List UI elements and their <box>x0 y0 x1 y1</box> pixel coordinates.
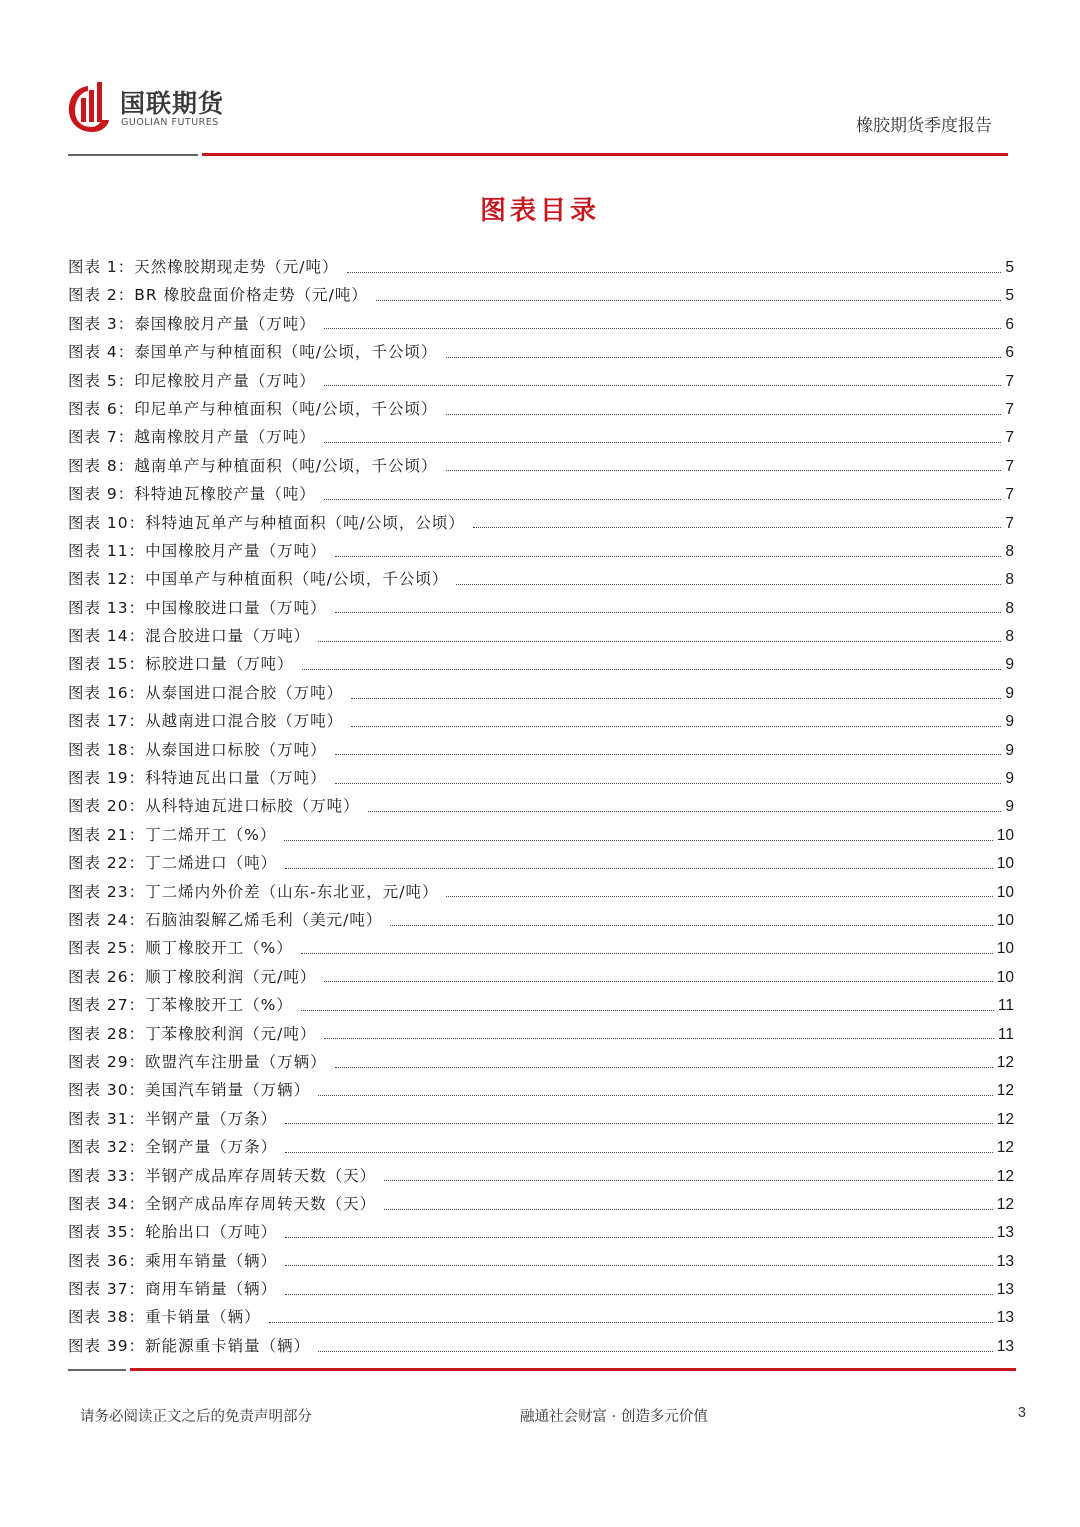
toc-entry[interactable] <box>68 1133 1014 1161</box>
toc-entry-page: 10 <box>996 911 1014 929</box>
toc-entry-page: 6 <box>1005 315 1014 333</box>
toc-entry-label: 图表 19：科特迪瓦出口量（万吨） <box>68 769 327 788</box>
toc-entry[interactable] <box>68 537 1014 565</box>
toc-entry[interactable] <box>68 991 1014 1019</box>
toc-entry-label: 图表 32：全钢产量（万条） <box>68 1138 278 1157</box>
toc-entry-label: 图表 17：从越南进口混合胶（万吨） <box>68 712 344 731</box>
toc-entry-label: 图表 10：科特迪瓦单产与种植面积（吨/公顷，公顷） <box>68 513 465 532</box>
toc-entry-page: 12 <box>996 1082 1014 1100</box>
toc-entry-page: 9 <box>1005 798 1014 816</box>
toc-dot-leader <box>318 1351 993 1352</box>
toc-dot-leader <box>384 1209 993 1210</box>
toc-entry-page: 12 <box>996 1167 1014 1185</box>
toc-entry[interactable] <box>68 565 1014 593</box>
toc-entry-page: 8 <box>1005 571 1014 589</box>
toc-entry[interactable] <box>68 1218 1014 1246</box>
toc-entry-label: 图表 2：BR 橡胶盘面价格走势（元/吨） <box>68 286 368 305</box>
toc-dot-leader <box>324 328 1002 329</box>
toc-entry-page: 5 <box>1005 287 1014 305</box>
toc-dot-leader <box>335 612 1002 613</box>
toc-dot-leader <box>347 272 1002 273</box>
toc-entry-label: 图表 25：顺丁橡胶开工（%） <box>68 939 293 958</box>
toc-entry[interactable] <box>68 764 1014 792</box>
toc-entry-page: 10 <box>996 855 1014 873</box>
toc-entry-page: 11 <box>997 1025 1014 1043</box>
toc-dot-leader <box>269 1322 993 1323</box>
toc-entry-label: 图表 36：乘用车销量（辆） <box>68 1251 278 1270</box>
toc-entry[interactable] <box>68 253 1014 281</box>
toc-entry-page: 13 <box>996 1337 1014 1355</box>
toc-entry[interactable] <box>68 1105 1014 1133</box>
toc-entry[interactable] <box>68 679 1014 707</box>
page-number: 3 <box>1017 1405 1026 1421</box>
toc-entry-label: 图表 35：轮胎出口（万吨） <box>68 1223 278 1242</box>
toc-dot-leader <box>302 669 1002 670</box>
toc-entry[interactable] <box>68 906 1014 934</box>
toc-entry[interactable] <box>68 480 1014 508</box>
toc-entry-page: 9 <box>1005 713 1014 731</box>
toc-entry[interactable] <box>68 1190 1014 1218</box>
toc-entry-label: 图表 14：混合胶进口量（万吨） <box>68 627 311 646</box>
toc-entry[interactable] <box>68 849 1014 877</box>
toc-entry-label: 图表 9：科特迪瓦橡胶产量（吨） <box>68 485 316 504</box>
toc-entry[interactable] <box>68 878 1014 906</box>
toc-dot-leader <box>335 783 1002 784</box>
report-title: 橡胶期货季度报告 <box>856 116 992 136</box>
toc-entry[interactable] <box>68 934 1014 962</box>
footer-disclaimer: 请务必阅读正文之后的免责声明部分 <box>80 1409 312 1425</box>
toc-entry-page: 9 <box>1005 770 1014 788</box>
toc-entry[interactable] <box>68 622 1014 650</box>
toc-dot-leader <box>390 925 992 926</box>
toc-entry-page: 5 <box>1005 259 1014 276</box>
toc-entry-label: 图表 30：美国汽车销量（万辆） <box>68 1081 311 1100</box>
toc-entry-page: 10 <box>996 968 1014 986</box>
footer-divider <box>68 1368 1016 1372</box>
toc-entry-label: 图表 23：丁二烯内外价差（山东-东北亚，元/吨） <box>68 882 439 901</box>
toc-entry-label: 图表 27：丁苯橡胶开工（%） <box>68 996 293 1015</box>
toc-entry[interactable] <box>68 1076 1014 1104</box>
toc-entry-page: 13 <box>996 1309 1014 1327</box>
toc-dot-leader <box>285 1294 993 1295</box>
guolian-logo-icon <box>66 80 110 134</box>
toc-entry-page: 8 <box>1005 628 1014 646</box>
toc-entry[interactable] <box>68 1303 1014 1331</box>
toc-entry[interactable] <box>68 423 1014 451</box>
toc-dot-leader <box>446 470 1002 471</box>
toc-entry-page: 7 <box>1005 514 1014 532</box>
toc-entry[interactable] <box>68 395 1014 423</box>
toc-dot-leader <box>318 641 1001 642</box>
toc-entry-page: 13 <box>996 1224 1014 1242</box>
toc-entry-label: 图表 3：泰国橡胶月产量（万吨） <box>68 314 316 333</box>
toc-entry[interactable] <box>68 821 1014 849</box>
toc-entry-page: 10 <box>996 940 1014 958</box>
toc-entry[interactable] <box>68 1020 1014 1048</box>
toc-entry-page: 12 <box>996 1053 1014 1071</box>
toc-entry[interactable] <box>68 452 1014 480</box>
toc-entry-page: 7 <box>1005 429 1014 447</box>
toc-title: 图表目录 <box>479 196 600 226</box>
toc-dot-leader <box>285 1123 993 1124</box>
toc-dot-leader <box>384 1180 993 1181</box>
toc-dot-leader <box>285 1152 993 1153</box>
toc-entry-page: 12 <box>996 1110 1014 1128</box>
toc-dot-leader <box>446 357 1002 358</box>
toc-entry-label: 图表 38：重卡销量（辆） <box>68 1308 261 1327</box>
toc-entry-page: 12 <box>996 1195 1014 1213</box>
toc-entry-label: 图表 21：丁二烯开工（%） <box>68 825 277 844</box>
toc-entry[interactable] <box>68 963 1014 991</box>
toc-entry[interactable] <box>68 509 1014 537</box>
header-divider <box>68 153 1008 157</box>
toc-entry-page: 13 <box>996 1252 1014 1270</box>
toc-entry[interactable] <box>68 1332 1014 1360</box>
logo-chinese-name: 国联期货 <box>120 89 225 118</box>
toc-entry-label: 图表 22：丁二烯进口（吨） <box>68 854 278 873</box>
toc-entry-label: 图表 39：新能源重卡销量（辆） <box>68 1336 311 1355</box>
toc-dot-leader <box>324 499 1002 500</box>
toc-entry-label: 图表 7：越南橡胶月产量（万吨） <box>68 428 316 447</box>
toc-entry-label: 图表 34：全钢产成品库存周转天数（天） <box>68 1194 377 1213</box>
logo-english-name: GUOLIAN FUTURES <box>121 117 219 128</box>
toc-dot-leader <box>335 556 1002 557</box>
toc-entry-page: 12 <box>996 1139 1014 1157</box>
toc-entry-page: 10 <box>996 883 1014 901</box>
toc-entry[interactable] <box>68 650 1014 678</box>
toc-dot-leader <box>301 953 993 954</box>
toc-entry-page: 8 <box>1005 599 1014 617</box>
toc-entry-page: 7 <box>1005 400 1014 418</box>
toc-entry-page: 7 <box>1005 457 1014 475</box>
toc-entry-label: 图表 31：半钢产量（万条） <box>68 1109 278 1128</box>
toc-dot-leader <box>301 1010 994 1011</box>
toc-dot-leader <box>335 754 1002 755</box>
toc-dot-leader <box>285 868 993 869</box>
toc-entry-label: 图表 18：从泰国进口标胶（万吨） <box>68 740 327 759</box>
toc-entry[interactable] <box>68 1275 1014 1303</box>
toc-entry[interactable] <box>68 338 1014 366</box>
toc-entry-page: 9 <box>1005 741 1014 759</box>
toc-entry-label: 图表 13：中国橡胶进口量（万吨） <box>68 598 327 617</box>
toc-entry-page: 13 <box>996 1281 1014 1299</box>
toc-entry-label: 图表 29：欧盟汽车注册量（万辆） <box>68 1052 327 1071</box>
toc-entry[interactable] <box>68 310 1014 338</box>
toc-dot-leader <box>376 300 1002 301</box>
toc-entry-label: 图表 11：中国橡胶月产量（万吨） <box>68 541 327 560</box>
toc-entry-label: 图表 37：商用车销量（辆） <box>68 1280 278 1299</box>
toc-list <box>68 253 1014 1360</box>
toc-entry-page: 9 <box>1005 656 1014 674</box>
toc-entry-label: 图表 5：印尼橡胶月产量（万吨） <box>68 371 316 390</box>
toc-entry[interactable] <box>68 1162 1014 1190</box>
toc-entry[interactable] <box>68 1247 1014 1275</box>
toc-dot-leader <box>324 385 1002 386</box>
toc-entry-label: 图表 26：顺丁橡胶利润（元/吨） <box>68 967 317 986</box>
toc-dot-leader <box>285 1237 993 1238</box>
toc-dot-leader <box>324 981 992 982</box>
toc-dot-leader <box>473 527 1002 528</box>
toc-entry[interactable] <box>68 792 1014 820</box>
toc-dot-leader <box>324 442 1002 443</box>
toc-entry[interactable] <box>68 367 1014 395</box>
toc-entry-label: 图表 15：标胶进口量（万吨） <box>68 655 294 674</box>
toc-dot-leader <box>324 1038 994 1039</box>
toc-dot-leader <box>368 811 1002 812</box>
toc-entry-label: 图表 24：石脑油裂解乙烯毛利（美元/吨） <box>68 910 383 929</box>
toc-dot-leader <box>446 896 992 897</box>
guolian-logo <box>66 80 256 136</box>
toc-dot-leader <box>456 584 1001 585</box>
toc-entry[interactable] <box>68 1048 1014 1076</box>
toc-entry[interactable] <box>68 281 1014 309</box>
toc-entry-label: 图表 20：从科特迪瓦进口标胶（万吨） <box>68 797 360 816</box>
toc-entry-label: 图表 12：中国单产与种植面积（吨/公顷，千公顷） <box>68 570 449 589</box>
toc-dot-leader <box>284 840 992 841</box>
toc-entry-label: 图表 8：越南单产与种植面积（吨/公顷，千公顷） <box>68 456 438 475</box>
toc-entry-page: 10 <box>996 826 1014 844</box>
footer-slogan: 融通社会财富 · 创造多元价值 <box>520 1409 708 1425</box>
toc-dot-leader <box>446 414 1002 415</box>
toc-entry-label: 图表 16：从泰国进口混合胶（万吨） <box>68 683 344 702</box>
toc-entry-page: 7 <box>1005 372 1014 390</box>
toc-entry-page: 8 <box>1005 542 1014 560</box>
toc-dot-leader <box>351 698 1001 699</box>
toc-entry-page: 11 <box>997 997 1014 1015</box>
toc-dot-leader <box>285 1265 993 1266</box>
toc-entry-label: 图表 28：丁苯橡胶利润（元/吨） <box>68 1024 317 1043</box>
toc-entry-label: 图表 33：半钢产成品库存周转天数（天） <box>68 1166 377 1185</box>
toc-entry[interactable] <box>68 736 1014 764</box>
toc-entry[interactable] <box>68 594 1014 622</box>
toc-entry-page: 6 <box>1005 344 1014 362</box>
toc-dot-leader <box>318 1095 993 1096</box>
toc-entry-label: 图表 4：泰国单产与种植面积（吨/公顷，千公顷） <box>68 343 438 362</box>
toc-entry-page: 7 <box>1005 486 1014 504</box>
toc-entry[interactable] <box>68 707 1014 735</box>
toc-entry-label: 图表 1：天然橡胶期现走势（元/吨） <box>68 258 339 276</box>
toc-dot-leader <box>335 1067 993 1068</box>
toc-dot-leader <box>351 726 1001 727</box>
toc-entry-page: 9 <box>1005 684 1014 702</box>
toc-entry-label: 图表 6：印尼单产与种植面积（吨/公顷，千公顷） <box>68 399 438 418</box>
